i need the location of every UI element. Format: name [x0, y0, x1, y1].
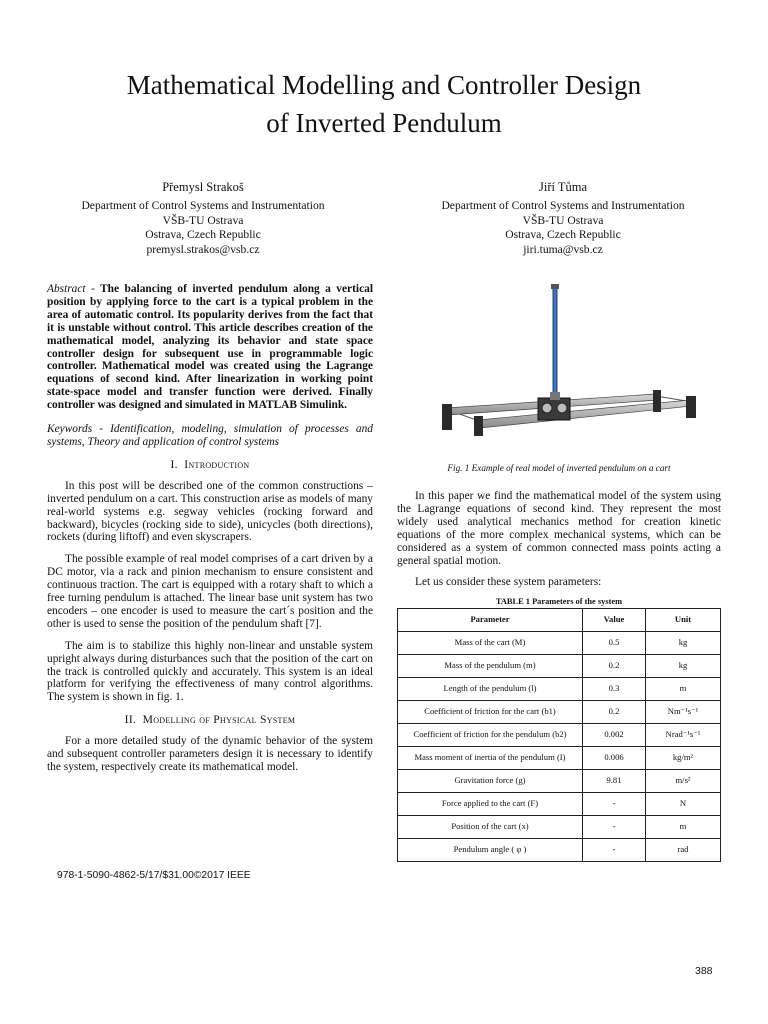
cell-value: 0.2 — [583, 655, 646, 678]
table-header-row — [398, 609, 721, 632]
cell-parameter: Gravitation force (g) — [398, 770, 583, 793]
table-caption: TABLE 1 Parameters of the system — [495, 597, 623, 606]
right-column — [397, 490, 721, 598]
table-row — [398, 724, 721, 747]
abstract — [47, 283, 373, 412]
cell-unit: rad — [646, 839, 721, 862]
cell-parameter: Position of the cart (x) — [398, 816, 583, 839]
cell-unit: Nrad⁻¹s⁻¹ — [646, 724, 721, 747]
intro-paragraph-3: The aim is to stabilize this highly non-linear and unstable system upright always during disturbances such that the position of the cart on the track is controlled quickly and accurately. This system is an ideal platform for verifying the effectiveness of many control algorithms. The system is shown in fig. 1. — [47, 639, 373, 704]
copyright-notice: 978-1-5090-4862-5/17/$31.00©2017 IEEE — [57, 870, 251, 881]
track-end-left — [442, 404, 452, 430]
title-line-1: Mathematical Modelling and Controller Design — [126, 70, 642, 100]
section-title: Introduction — [184, 457, 250, 471]
cell-value: - — [583, 839, 646, 862]
abstract-body: The balancing of inverted pendulum along a vertical position by applying force to the cart is a typical problem in the area of automatic control. Its popularity derives from the fact that it is unstable without control. This article describes creation of the mathematical model, analyzing its behavior and state space controller design for subsequent use in programmable logic controller. Mathematical model was created using the Lagrange equations of second kind. After linearization in working point state-space model and transfer function were derived. Finally controller was designed and simulated in MATLAB Simulink. — [47, 283, 373, 412]
track-end-left-front — [474, 416, 483, 436]
table-row — [398, 816, 721, 839]
pendulum-rod — [553, 286, 558, 406]
cell-parameter: Mass moment of inertia of the pendulum (I) — [398, 747, 583, 770]
section-heading-introduction — [47, 459, 373, 472]
author-department: Department of Control Systems and Instrumentation — [441, 199, 685, 213]
cell-parameter: Length of the pendulum (l) — [398, 678, 583, 701]
author-email[interactable]: jiri.tuma@vsb.cz — [523, 242, 603, 256]
title-line-2: of Inverted Pendulum — [266, 108, 502, 138]
cell-unit: kg — [646, 655, 721, 678]
author-name: Jiří Tůma — [538, 180, 588, 194]
table-row — [398, 632, 721, 655]
track-end-right-front — [686, 396, 696, 418]
author-email[interactable]: premysl.strakos@vsb.cz — [146, 242, 260, 256]
author-location: Ostrava, Czech Republic — [505, 228, 621, 242]
paper-title — [0, 66, 768, 142]
cell-unit: kg/m² — [646, 747, 721, 770]
author-department: Department of Control Systems and Instrumentation — [81, 199, 325, 213]
cell-value: - — [583, 793, 646, 816]
table-row — [398, 678, 721, 701]
author-university: VŠB-TU Ostrava — [522, 213, 604, 227]
track-end-right — [653, 390, 661, 412]
parameters-table — [397, 608, 721, 862]
author-block-2 — [398, 180, 728, 257]
section-number: I. — [170, 457, 178, 471]
section-title: Modelling of Physical System — [142, 713, 296, 727]
pendulum-cart-figure — [434, 282, 704, 458]
cell-unit: Nm⁻¹s⁻¹ — [646, 701, 721, 724]
abstract-lead: Abstract - — [47, 283, 95, 295]
table-row — [398, 655, 721, 678]
author-location: Ostrava, Czech Republic — [145, 228, 261, 242]
author-university: VŠB-TU Ostrava — [162, 213, 244, 227]
cart-wheel — [542, 403, 552, 413]
table-row — [398, 770, 721, 793]
cell-value: 0.2 — [583, 701, 646, 724]
table-row — [398, 747, 721, 770]
cell-value: - — [583, 816, 646, 839]
section-number: II. — [124, 713, 137, 727]
header-unit: Unit — [646, 609, 721, 632]
cell-unit: m — [646, 816, 721, 839]
page-number: 388 — [695, 965, 713, 977]
cell-unit: m/s² — [646, 770, 721, 793]
cell-parameter: Mass of the pendulum (m) — [398, 655, 583, 678]
cell-unit: m — [646, 678, 721, 701]
table-row — [398, 701, 721, 724]
cell-value: 9.81 — [583, 770, 646, 793]
header-parameter: Parameter — [398, 609, 583, 632]
modelling-paragraph: For a more detailed study of the dynamic behavior of the system and subsequent controller parameters design it is necessary to identify the system, respectively create its mathematical model. — [47, 735, 373, 773]
author-block-1 — [38, 180, 368, 257]
cell-parameter: Mass of the cart (M) — [398, 632, 583, 655]
pivot-shaft — [550, 392, 560, 400]
right-paragraph-1: In this paper we find the mathematical model of the system using the Lagrange equations of second kind. They represent the most widely used analytical mechanics method for creation kinetic equations of the more complex mechanical systems, which can be considered as a system of common connected mass points acting a general spatial motion. — [397, 490, 721, 567]
rod-tip — [551, 284, 559, 289]
table-row — [398, 839, 721, 862]
author-name: Přemysl Strakoš — [162, 180, 244, 194]
cell-parameter: Force applied to the cart (F) — [398, 793, 583, 816]
header-value: Value — [583, 609, 646, 632]
cell-unit: N — [646, 793, 721, 816]
right-paragraph-2: Let us consider these system parameters: — [415, 576, 602, 589]
cell-unit: kg — [646, 632, 721, 655]
cell-parameter: Pendulum angle ( φ ) — [398, 839, 583, 862]
cell-value: 0.3 — [583, 678, 646, 701]
cell-value: 0.006 — [583, 747, 646, 770]
left-column — [47, 283, 373, 783]
table-row — [398, 793, 721, 816]
figure-caption: Fig. 1 Example of real model of inverted pendulum on a cart — [447, 463, 671, 473]
intro-paragraph-2: The possible example of real model comprises of a cart driven by a DC motor, via a rack and pinion mechanism to ensure consistent and continuous traction. The cart is equipped with a rotary shaft to which a free turning pendulum is attached. The linear base unit system has two encoders – one encoder is used to measure the cart´s position and the other is used to sense the position of the pendulum shaft [7]. — [47, 553, 373, 630]
section-heading-modelling — [47, 714, 373, 727]
cell-value: 0.002 — [583, 724, 646, 747]
intro-paragraph-1: In this post will be described one of the common constructions – inverted pendulum on a cart. This construction arise as models of many real-world systems e.g. segway vehicles (rocking forward and backward), bicycles (rocking side to side), unicycles (both directions), rockets (during liftoff) and even skyscrapers. — [47, 479, 373, 544]
cell-parameter: Coefficient of friction for the pendulum (b2) — [398, 724, 583, 747]
keywords: Keywords - Identification, modeling, simulation of processes and systems, Theory and application of control systems — [47, 423, 373, 448]
cart-wheel — [557, 403, 567, 413]
cell-value: 0.5 — [583, 632, 646, 655]
cell-parameter: Coefficient of friction for the cart (b1) — [398, 701, 583, 724]
